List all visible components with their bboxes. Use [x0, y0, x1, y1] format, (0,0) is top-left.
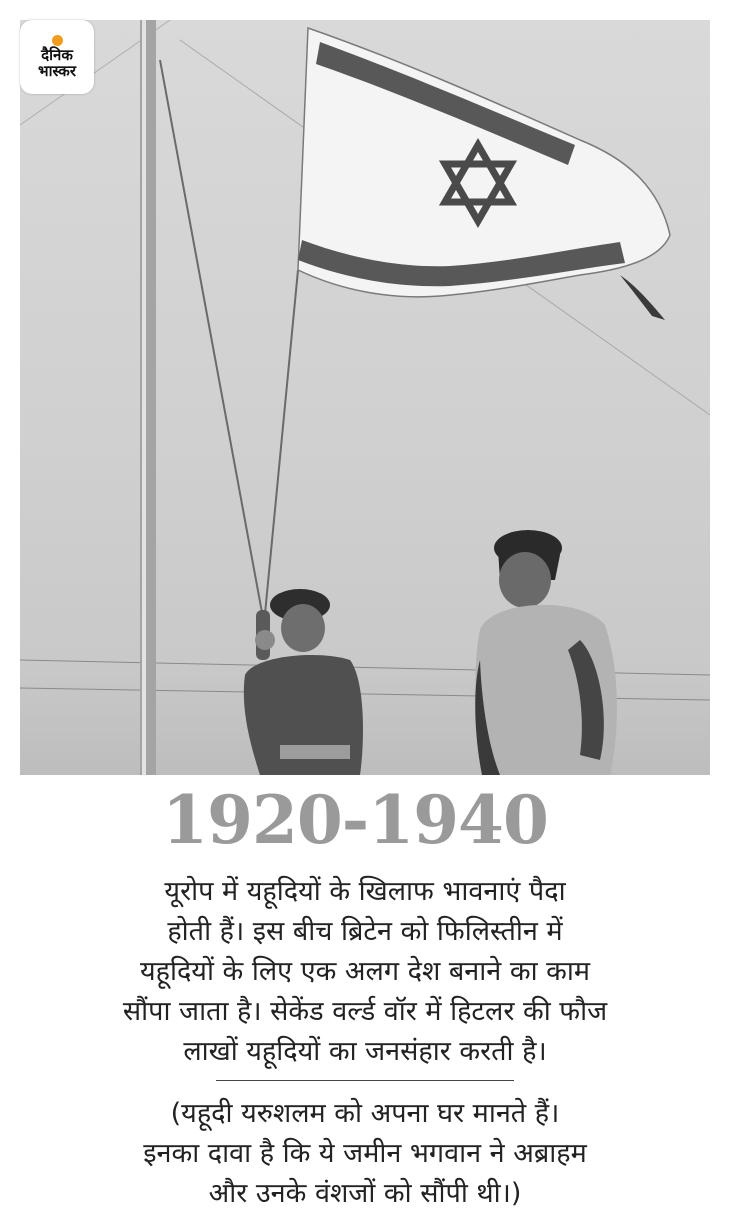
description-line: यूरोप में यहूदियों के खिलाफ भावनाएं पैदा — [164, 876, 566, 907]
description-paragraph — [40, 872, 690, 1072]
note-line: इनका दावा है कि ये जमीन भगवान ने अब्राहम — [143, 1138, 587, 1169]
logo-line-1: दैनिक — [41, 46, 73, 64]
soldier-standing — [475, 530, 617, 775]
description-line: लाखों यहूदियों का जनसंहार करती है। — [183, 1036, 547, 1067]
description-line: सौंपा जाता है। सेकेंड वर्ल्ड वॉर में हिटलर की फौज — [122, 996, 608, 1027]
dainik-bhaskar-logo — [20, 20, 94, 94]
flag-raising-photo — [20, 20, 710, 775]
years-heading: 1920-1940 — [162, 781, 548, 859]
note-line: (यहूदी यरुशलम को अपना घर मानते हैं। — [170, 1098, 560, 1129]
logo-line-2: भास्कर — [38, 62, 76, 80]
note-line: और उनके वंशजों को सौंपी थी।) — [208, 1178, 522, 1209]
photo-illustration — [20, 20, 710, 775]
israeli-flag — [298, 28, 670, 320]
description-line: यहूदियों के लिए एक अलग देश बनाने का काम — [139, 956, 591, 987]
soldier-raising-flag — [244, 589, 363, 775]
description-line: होती हैं। इस बीच ब्रिटेन को फिलिस्तीन में — [167, 916, 563, 947]
section-divider — [216, 1080, 514, 1081]
logo-sun-icon — [52, 35, 63, 46]
note-paragraph — [40, 1094, 690, 1214]
